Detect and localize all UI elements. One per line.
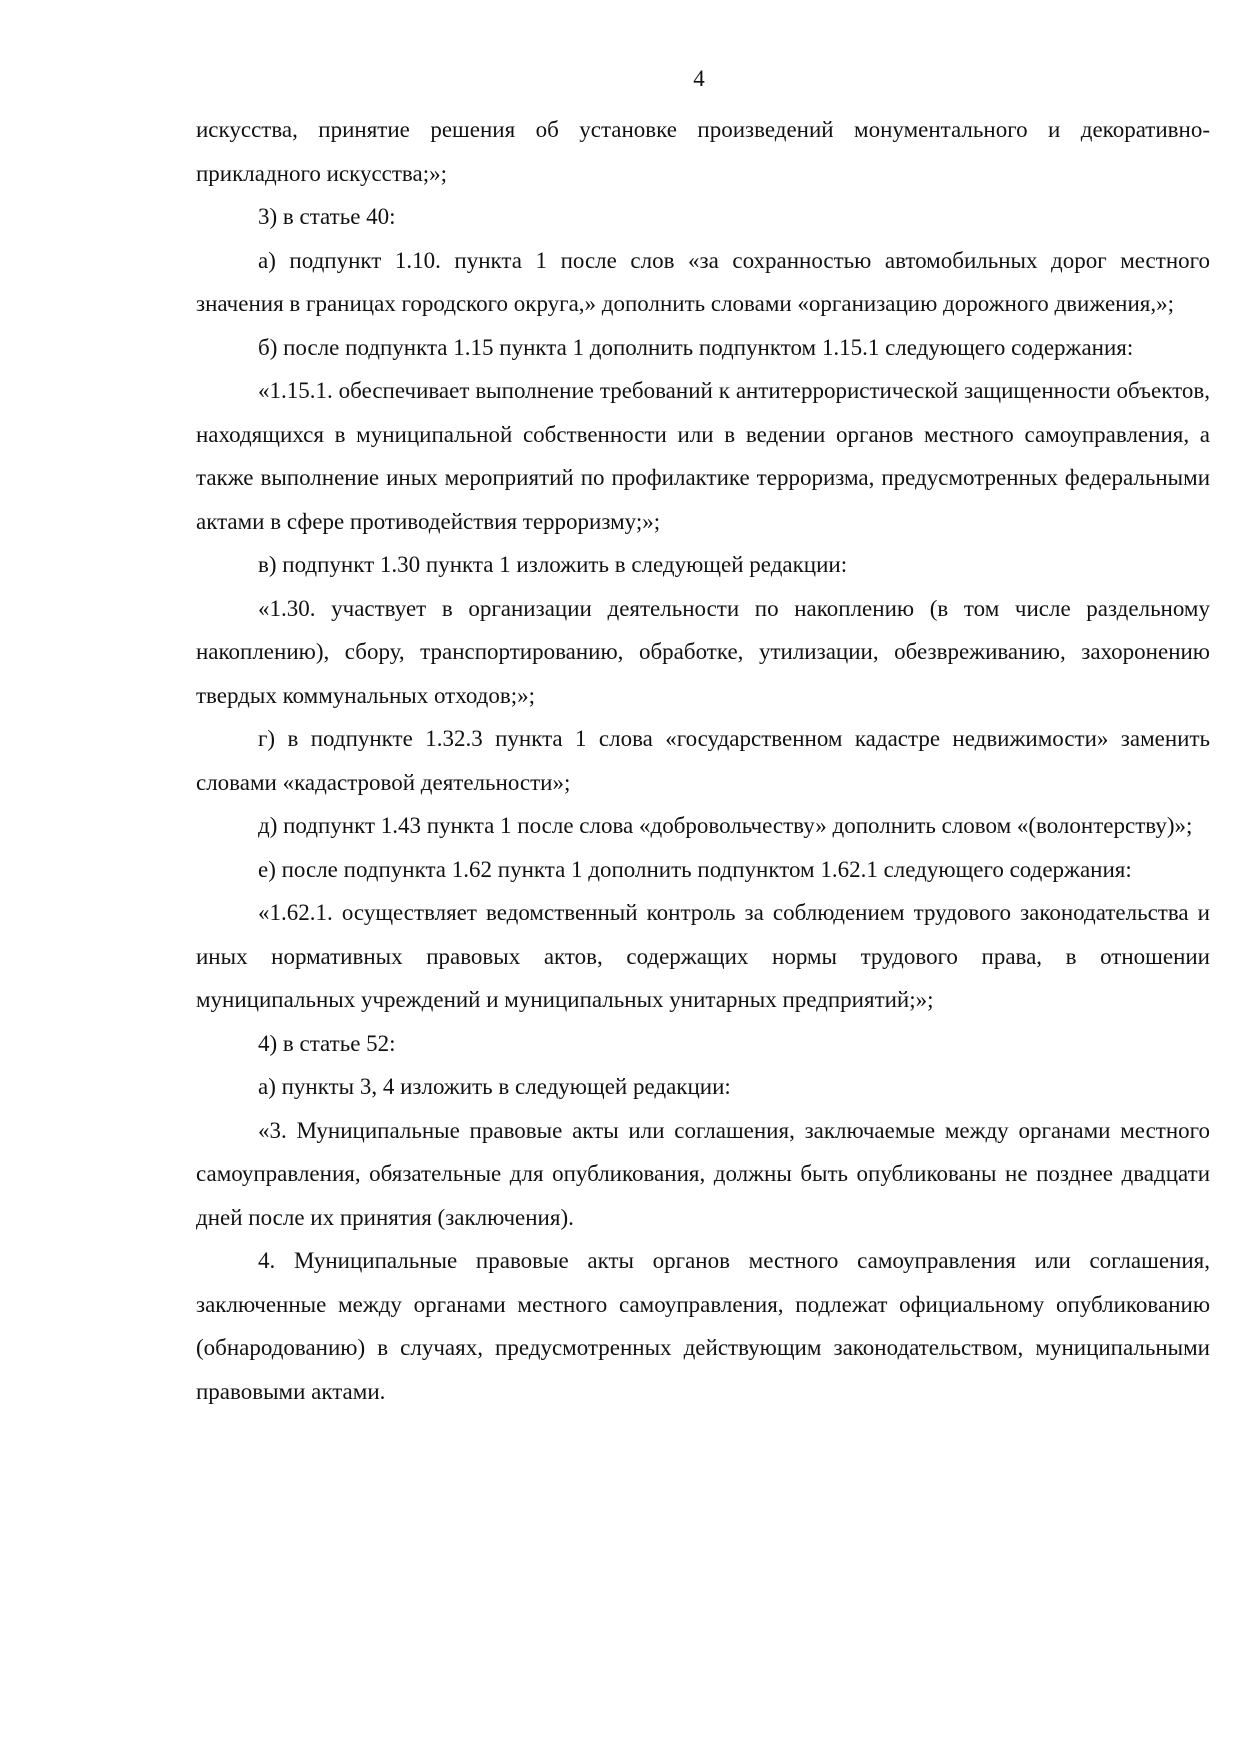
paragraph-quote-4: 4. Муниципальные правовые акты органов местного самоуправления или соглашения, заключенные между органами местного самоуправления, подлежат официальному опубликованию (обнародованию) в случаях, предусмотренных действующим законодательством, муниципальными правовыми актами. bbox=[196, 1248, 1210, 1404]
paragraph-item-g: г) в подпункте 1.32.3 пункта 1 слова «государственном кадастре недвижимости» заменить словами «кадастровой деятельности»; bbox=[196, 726, 1210, 795]
paragraph-item-a: а) подпункт 1.10. пункта 1 после слов «за сохранностью автомобильных дорог местного значения в границах городского округа,» дополнить словами «организацию дорожного движения,»; bbox=[196, 247, 1210, 316]
paragraph-article-52-heading: 4) в статье 52: bbox=[258, 1030, 396, 1056]
paragraph-item-v: в) подпункт 1.30 пункта 1 изложить в следующей редакции: bbox=[258, 552, 848, 577]
paragraph-quote-1-30: «1.30. участвует в организации деятельности по накоплению (в том числе раздельному накоплению), сбору, транспортированию, обработке, утилизации, обезвреживанию, захоронению твердых коммунальных отходов;»; bbox=[196, 595, 1210, 708]
paragraph-item-d: д) подпункт 1.43 пункта 1 после слова «добровольчеству» дополнить словом «(волонтерству)»; bbox=[258, 813, 1193, 838]
paragraph-item-e: е) после подпункта 1.62 пункта 1 дополнить подпунктом 1.62.1 следующего содержания: bbox=[258, 856, 1132, 882]
paragraph-article-40-heading: 3) в статье 40: bbox=[258, 204, 396, 229]
paragraph-quote-1-62-1: «1.62.1. осуществляет ведомственный контроль за соблюдением трудового законодательства и иных нормативных правовых актов, содержащих нормы трудового права, в отношении муниципальных учреждений и муниципальных унитарных предприятий;»; bbox=[196, 900, 1210, 1012]
paragraph-continuation: искусства, принятие решения об установке произведений монументального и декоративно-прикладного искусства;»; bbox=[196, 117, 1210, 186]
paragraph-item-b: б) после подпункта 1.15 пункта 1 дополнить подпунктом 1.15.1 следующего содержания: bbox=[258, 334, 1134, 360]
paragraph-quote-1-15-1: «1.15.1. обеспечивает выполнение требований к антитеррористической защищенности объектов, находящихся в муниципальной собственности или в ведении органов местного самоуправления, а также выполнение иных мероприятий по профилактике терроризма, предусмотренных федеральными актами в сфере противодействия терроризму;»; bbox=[196, 378, 1210, 534]
document-body bbox=[196, 108, 1210, 1413]
paragraph-item-a-52: а) пункты 3, 4 изложить в следующей редакции: bbox=[258, 1074, 731, 1099]
page-number: 4 bbox=[693, 66, 705, 91]
paragraph-quote-3: «3. Муниципальные правовые акты или соглашения, заключаемые между органами местного самоуправления, обязательные для опубликования, должны быть опубликованы не позднее двадцати дней после их принятия (заключения). bbox=[196, 1117, 1210, 1230]
